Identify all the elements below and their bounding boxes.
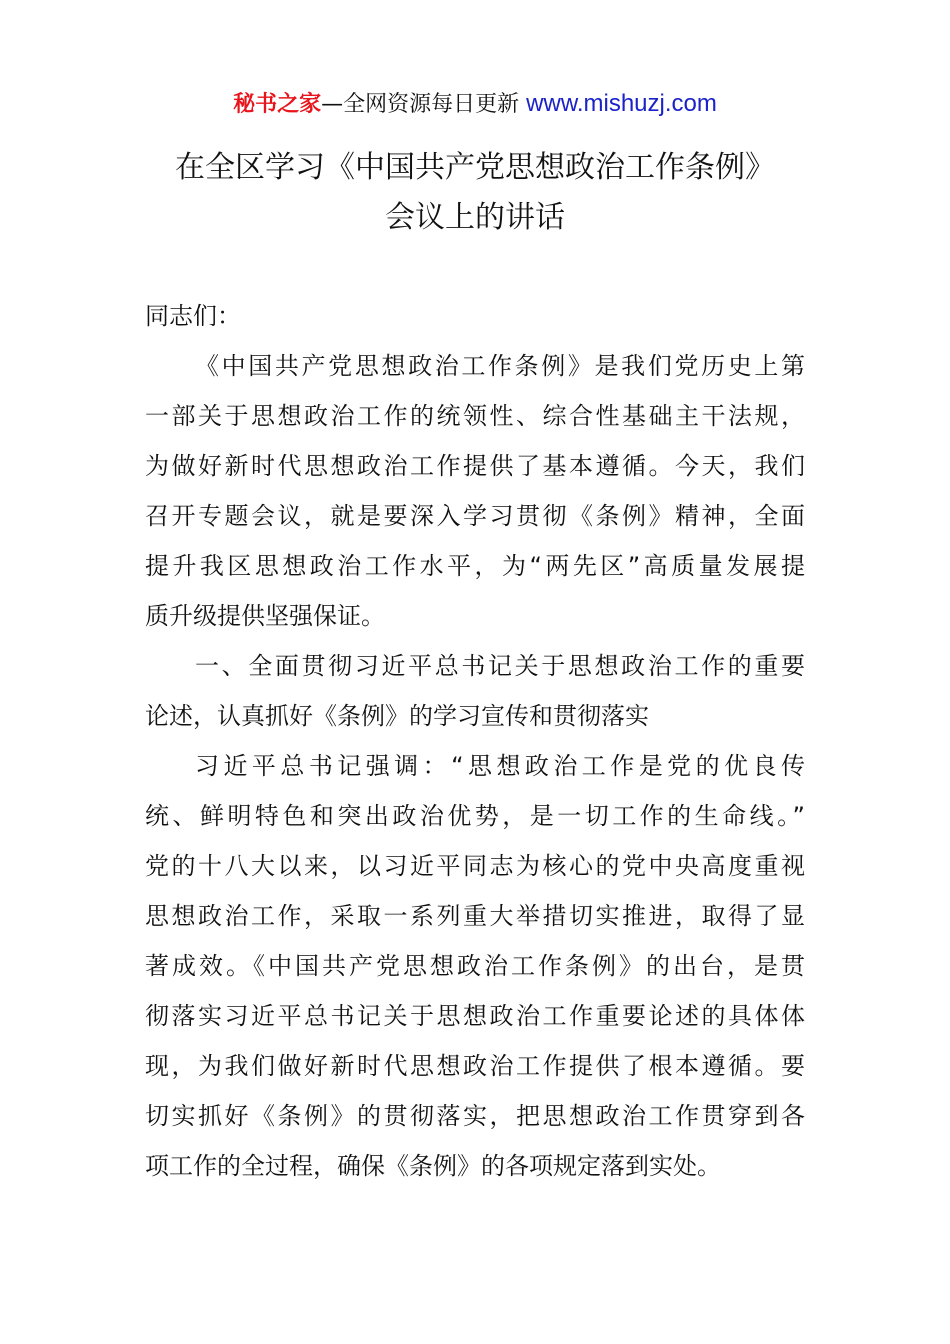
text-line: 党的十八大以来，以习近平同志为核心的党中央高度重视 xyxy=(145,852,805,880)
text-line: 《中国共产党思想政治工作条例》是我们党历史上第 xyxy=(195,352,805,380)
brand-name: 秘书之家 xyxy=(233,92,322,117)
site-url: www.mishuzj.com xyxy=(526,90,717,117)
text-line: 同志们： xyxy=(145,302,241,330)
text-line: 一、全面贯彻习近平总书记关于思想政治工作的重要 xyxy=(195,652,805,680)
text-line: 统、鲜明特色和突出政治优势，是一切工作的生命线。” xyxy=(145,802,805,830)
text-line: 切实抓好《条例》的贯彻落实，把思想政治工作贯穿到各 xyxy=(145,1102,805,1130)
text-line: 思想政治工作，采取一系列重大举措切实推进，取得了显 xyxy=(145,902,805,930)
text-line: 质升级提供坚强保证。 xyxy=(145,602,385,630)
text-line: 项工作的全过程，确保《条例》的各项规定落到实处。 xyxy=(145,1152,721,1180)
text-line: 为做好新时代思想政治工作提供了基本遵循。今天，我们 xyxy=(145,452,805,480)
text-line: 一部关于思想政治工作的统领性、综合性基础主干法规， xyxy=(145,402,805,430)
text-line: 召开专题会议，就是要深入学习贯彻《条例》精神，全面 xyxy=(145,502,805,530)
document-title-line-1: 在全区学习《中国共产党思想政治工作条例》 xyxy=(175,150,775,185)
text-line: 提升我区思想政治工作水平，为“两先区”高质量发展提 xyxy=(145,552,805,580)
document-title-line-2: 会议上的讲话 xyxy=(385,200,565,235)
text-line: 彻落实习近平总书记关于思想政治工作重要论述的具体体 xyxy=(145,1002,805,1030)
text-line: 现，为我们做好新时代思想政治工作提供了根本遵循。要 xyxy=(145,1052,805,1080)
header-tagline: —全网资源每日更新 xyxy=(321,92,527,117)
text-line: 习近平总书记强调：“思想政治工作是党的优良传 xyxy=(195,752,805,780)
text-line: 论述，认真抓好《条例》的学习宣传和贯彻落实 xyxy=(145,702,649,730)
document-body xyxy=(145,291,805,1191)
text-line: 著成效。《中国共产党思想政治工作条例》的出台，是贯 xyxy=(145,952,805,980)
site-header xyxy=(0,88,950,121)
